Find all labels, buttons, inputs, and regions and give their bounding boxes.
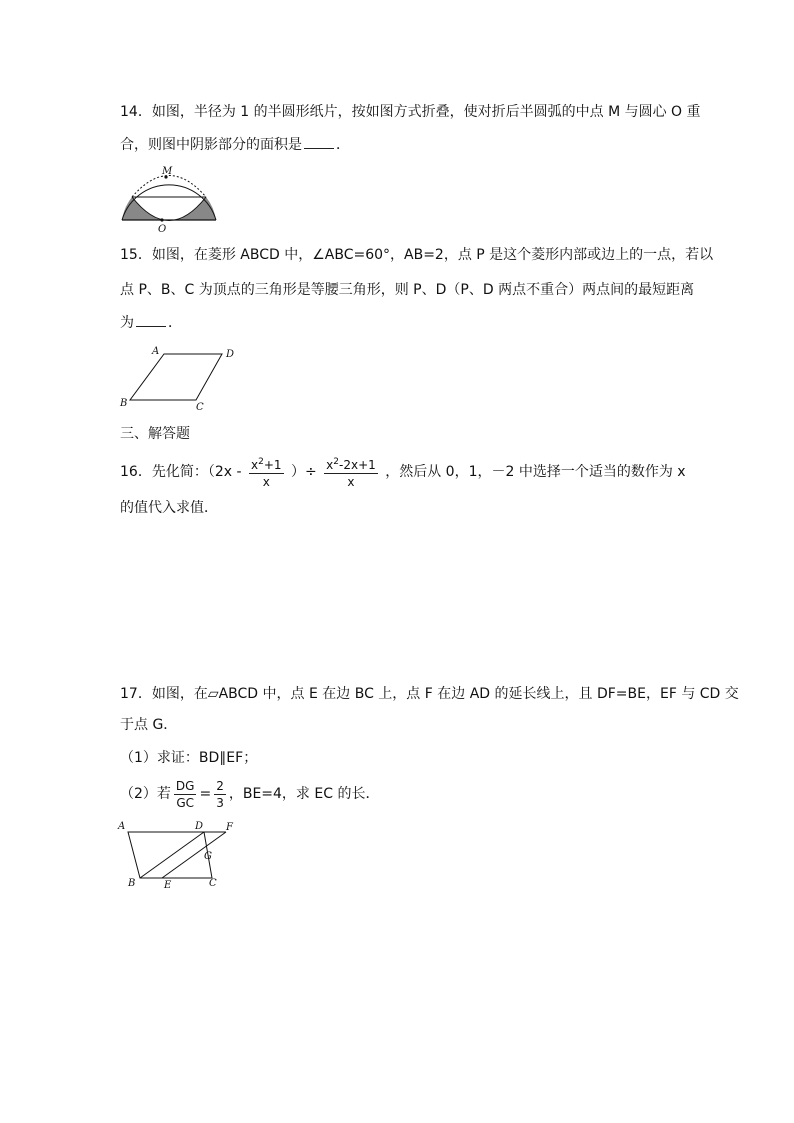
q15-line2: 点 P、B、C 为顶点的三角形是等腰三角形，则 P、D（P、D 两点不重合）两点间的最短距离 [120, 282, 695, 298]
q14-label-m: M [162, 166, 173, 177]
q14-line2-text: 合，则图中阴影部分的面积是 [120, 137, 302, 153]
q17-value-fraction: $\frac{2}{3}$ [216, 778, 224, 810]
q17-equals: = [199, 786, 212, 802]
q14-dotted-arc [132, 176, 206, 198]
q16-fraction-1 [249, 454, 284, 490]
q16-mid: ）÷ [290, 464, 317, 480]
q15-label-c: C [196, 402, 204, 413]
q17-parallelogram [128, 832, 212, 878]
q17-part2-suffix: ，BE=4，求 EC 的长． [228, 786, 380, 802]
q17-label-g: G [204, 851, 212, 862]
q15-rhombus-figure [118, 342, 238, 412]
q15-line1: 15．如图，在菱形 ABCD 中，∠ABC=60°，AB=2，点 P 是这个菱形内部或边上的一点，若以 [120, 247, 714, 263]
q17-part2-prefix: （2）若 [120, 786, 171, 802]
q14-line2-end: ． [336, 137, 350, 153]
q14-figure [118, 166, 222, 234]
q16-fraction-1-numerator: $x^2+1$ [249, 454, 284, 474]
q16-fraction-2-numerator: $x^2-2x+1$ [324, 454, 378, 474]
q15-line3-end: ． [168, 315, 182, 331]
q14-line1: 14．如图，半径为 1 的半圆形纸片，按如图方式折叠，使对折后半圆弧的中点 M 与圆心 O 重 [120, 104, 701, 120]
q17-part2 [120, 776, 379, 812]
q14-answer-blank [304, 134, 334, 149]
q16-fraction-2-denominator: x [347, 475, 355, 489]
q14-line2 [120, 134, 350, 155]
q15-line3-text: 为 [120, 315, 134, 331]
q16-fraction-2 [324, 454, 378, 490]
q14-label-o: O [158, 224, 167, 235]
q17-label-f: F [226, 822, 233, 833]
section3-title: 三、解答题 [120, 426, 190, 442]
q17-label-e: E [164, 880, 172, 891]
q15-line3 [120, 312, 182, 333]
q17-parallelogram-figure [116, 816, 246, 896]
q15-label-a: A [152, 346, 160, 357]
q16-suffix: ，然后从 0，1，－2 中选择一个适当的数作为 x [385, 464, 686, 480]
q17-line2: 于点 G． [120, 717, 178, 733]
q17-label-c: C [209, 878, 217, 889]
q17-part1: （1）求证：BD∥EF； [120, 750, 258, 766]
q15-label-d: D [226, 349, 235, 360]
q15-label-b: B [120, 398, 128, 409]
q17-label-a: A [118, 821, 126, 832]
q16-fraction-1-denominator: x [262, 475, 270, 489]
q17-ratio-fraction: $\frac{DG}{GC}$ [175, 778, 195, 810]
q17-line1: 17．如图，在▱ABCD 中，点 E 在边 BC 上，点 F 在边 AD 的延长线上，且 DF=BE，EF 与 CD 交 [120, 686, 739, 702]
q15-answer-blank [136, 312, 166, 327]
q16-prefix: 16．先化简：（2x - [120, 464, 242, 480]
q16-line2: 的值代入求值． [120, 500, 218, 516]
q17-label-d: D [195, 821, 204, 832]
q15-rhombus [130, 354, 222, 400]
q14-point-o-dot [160, 218, 163, 221]
q16-line1 [120, 452, 686, 492]
q17-label-b: B [128, 878, 136, 889]
